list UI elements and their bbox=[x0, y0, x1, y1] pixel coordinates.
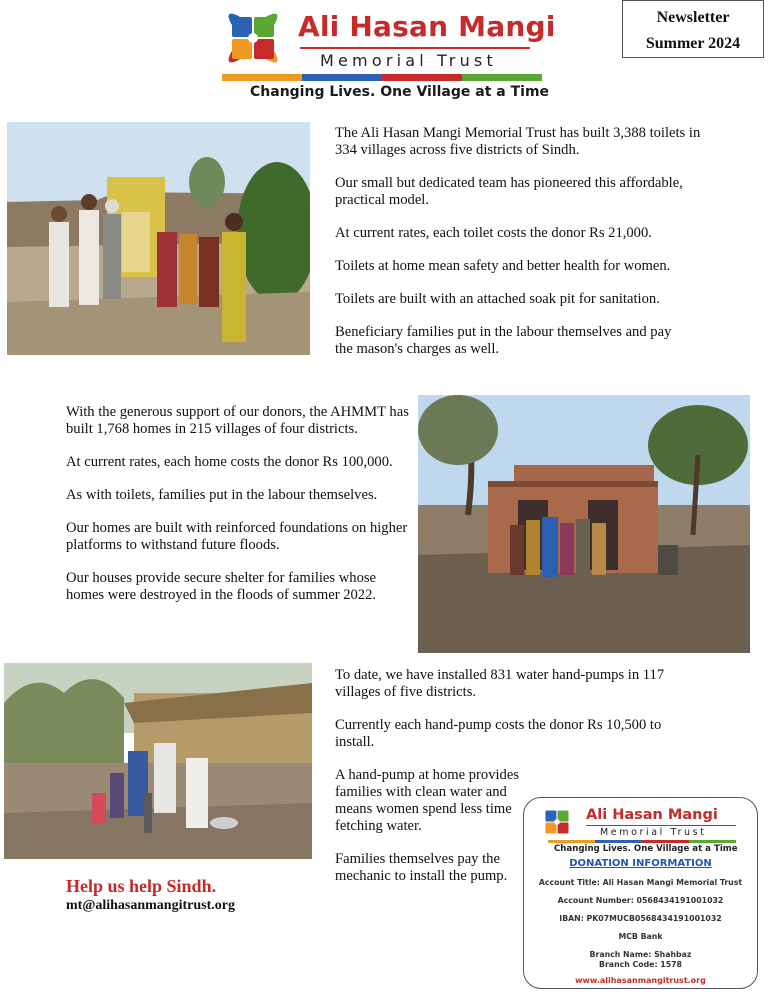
homes-paragraph: As with toilets, families put in the labour themselves. bbox=[66, 487, 378, 503]
edition-label: Summer 2024 bbox=[645, 35, 741, 52]
donation-org-subtitle: Memorial Trust bbox=[600, 827, 707, 838]
logo-divider bbox=[300, 47, 530, 49]
homes-paragraph: Our houses provide secure shelter for families whose homes were destroyed in the floods of summer 2022. bbox=[66, 570, 377, 603]
toilets-paragraph: At current rates, each toilet costs the donor Rs 21,000. bbox=[335, 225, 652, 241]
brand-color-bar bbox=[222, 74, 542, 81]
iban: IBAN: PK07MUCB0568434191001032 bbox=[559, 914, 722, 923]
toilets-paragraph: Our small but dedicated team has pioneered this affordable, practical model. bbox=[335, 175, 683, 208]
pumps-paragraph: Families themselves pay the mechanic to install the pump. bbox=[335, 851, 508, 884]
donation-heading: DONATION INFORMATION bbox=[569, 858, 712, 869]
donation-color-bar bbox=[548, 840, 736, 843]
toilet-beneficiaries-photo bbox=[7, 122, 310, 355]
branch-code: Branch Code: 1578 bbox=[599, 960, 682, 969]
pumps-paragraph: A hand-pump at home provides families with clean water and means women spend less time fetching water. bbox=[335, 767, 520, 834]
home-beneficiaries-photo bbox=[418, 395, 750, 653]
homes-paragraph: At current rates, each home costs the donor Rs 100,000. bbox=[66, 454, 393, 470]
org-name: Ali Hasan Mangi bbox=[298, 10, 556, 43]
help-heading: Help us help Sindh. bbox=[66, 876, 217, 896]
toilets-paragraph: Beneficiary families put in the labour themselves and pay the mason's charges as well. bbox=[335, 324, 672, 357]
homes-paragraph: Our homes are built with reinforced foundations on higher platforms to withstand future floods. bbox=[66, 520, 408, 553]
bank-name: MCB Bank bbox=[618, 932, 663, 941]
donation-card bbox=[523, 797, 758, 989]
logo-icon bbox=[538, 805, 576, 844]
account-title: Account Title: Ali Hasan Mangi Memorial Trust bbox=[538, 878, 743, 887]
toilets-paragraph: Toilets are built with an attached soak pit for sanitation. bbox=[335, 291, 660, 307]
toilets-text bbox=[335, 125, 715, 374]
donation-tagline: Changing Lives. One Village at a Time bbox=[554, 844, 738, 854]
toilets-paragraph: Toilets at home mean safety and better health for women. bbox=[335, 258, 671, 274]
pumps-paragraph: To date, we have installed 831 water hand-pumps in 117 villages of five districts. bbox=[335, 667, 665, 700]
homes-text bbox=[66, 404, 416, 620]
hand-pump-photo bbox=[4, 663, 312, 859]
newsletter-badge bbox=[622, 0, 764, 58]
tagline: Changing Lives. One Village at a Time bbox=[250, 84, 550, 100]
homes-paragraph: With the generous support of our donors, the AHMMT has built 1,768 homes in 215 villages of four districts. bbox=[66, 404, 409, 437]
website-link[interactable]: www.alihasanmangitrust.org bbox=[575, 976, 706, 985]
org-subtitle: Memorial Trust bbox=[320, 51, 497, 70]
donation-org-name: Ali Hasan Mangi bbox=[586, 807, 718, 823]
pumps-paragraph: Currently each hand-pump costs the donor Rs 10,500 to install. bbox=[335, 717, 662, 750]
branch-name: Branch Name: Shahbaz bbox=[589, 950, 692, 959]
account-number: Account Number: 0568434191001032 bbox=[557, 896, 724, 905]
contact-email[interactable]: mt@alihasanmangitrust.org bbox=[66, 898, 235, 913]
donation-divider bbox=[586, 825, 736, 826]
logo-icon bbox=[222, 7, 284, 69]
toilets-paragraph: The Ali Hasan Mangi Memorial Trust has built 3,388 toilets in 334 villages across five districts of Sindh. bbox=[335, 125, 701, 158]
newsletter-label: Newsletter bbox=[656, 9, 730, 26]
